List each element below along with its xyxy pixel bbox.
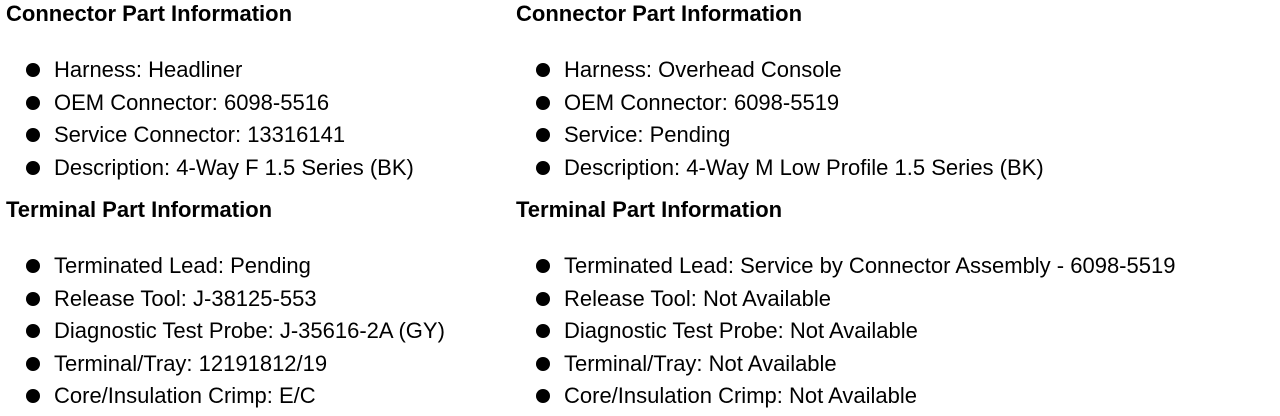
left-terminal-item — [6, 380, 445, 413]
left-terminal-item-text: Release Tool: J-38125-553 — [54, 285, 317, 311]
bullet-icon — [536, 96, 550, 110]
bullet-icon — [26, 259, 40, 273]
right-terminal-item — [516, 315, 1175, 348]
left-connector-item — [6, 152, 414, 185]
bullet-icon — [536, 63, 550, 77]
left-connector-item-text: Service Connector: 13316141 — [54, 122, 346, 148]
left-terminal-item — [6, 250, 445, 283]
right-terminal-item-text: Terminal/Tray: Not Available — [564, 350, 837, 376]
left-terminal-item-text: Core/Insulation Crimp: E/C — [54, 383, 316, 409]
right-connector-item — [516, 152, 1044, 185]
left-connector-item-text: Description: 4-Way F 1.5 Series (BK) — [54, 154, 414, 180]
left-terminal-item-text: Terminated Lead: Pending — [54, 253, 311, 278]
right-terminal-heading: Terminal Part Information — [516, 197, 783, 222]
left-connector-item — [6, 119, 414, 152]
right-connector-item-text: Description: 4-Way M Low Profile 1.5 Series (BK) — [564, 154, 1044, 180]
left-terminal-item-text: Terminal/Tray: 12191812/19 — [54, 350, 328, 376]
left-terminal-list — [6, 250, 445, 413]
left-terminal-item — [6, 348, 445, 381]
right-terminal-item-text: Diagnostic Test Probe: Not Available — [564, 318, 918, 344]
bullet-icon — [536, 389, 550, 403]
bullet-icon — [536, 324, 550, 338]
right-connector-item — [516, 119, 1044, 152]
bullet-icon — [536, 259, 550, 273]
right-terminal-item-text: Terminated Lead: Service by Connector Assembly - 6098-5519 — [564, 253, 1176, 278]
left-connector-item-text: OEM Connector: 6098-5516 — [54, 89, 330, 115]
bullet-icon — [536, 161, 550, 175]
right-terminal-item — [516, 348, 1175, 381]
right-terminal-item-text: Release Tool: Not Available — [564, 285, 832, 311]
right-connector-item — [516, 87, 1044, 120]
bullet-icon — [536, 128, 550, 142]
left-terminal-item — [6, 315, 445, 348]
right-connector-heading: Connector Part Information — [516, 1, 803, 26]
left-connector-item — [6, 87, 414, 120]
bullet-icon — [26, 128, 40, 142]
right-terminal-item — [516, 250, 1175, 283]
bullet-icon — [26, 63, 40, 77]
left-terminal-item-text: Diagnostic Test Probe: J-35616-2A (GY) — [54, 318, 445, 344]
bullet-icon — [26, 389, 40, 403]
left-terminal-item — [6, 283, 445, 316]
left-connector-item-text: Harness: Headliner — [54, 57, 243, 82]
right-terminal-item — [516, 380, 1175, 413]
bullet-icon — [536, 357, 550, 371]
left-connector-list — [6, 54, 414, 184]
left-terminal-heading: Terminal Part Information — [6, 197, 273, 222]
right-terminal-item-text: Core/Insulation Crimp: Not Available — [564, 383, 917, 409]
left-connector-heading: Connector Part Information — [6, 1, 293, 26]
left-connector-item — [6, 54, 414, 87]
bullet-icon — [26, 357, 40, 371]
right-connector-item-text: Harness: Overhead Console — [564, 57, 842, 82]
bullet-icon — [26, 161, 40, 175]
right-connector-item-text: OEM Connector: 6098-5519 — [564, 89, 840, 115]
right-terminal-item — [516, 283, 1175, 316]
bullet-icon — [26, 324, 40, 338]
bullet-icon — [26, 292, 40, 306]
right-connector-list — [516, 54, 1044, 184]
right-terminal-list — [516, 250, 1175, 413]
bullet-icon — [26, 96, 40, 110]
right-connector-item-text: Service: Pending — [564, 122, 731, 148]
bullet-icon — [536, 292, 550, 306]
right-connector-item — [516, 54, 1044, 87]
